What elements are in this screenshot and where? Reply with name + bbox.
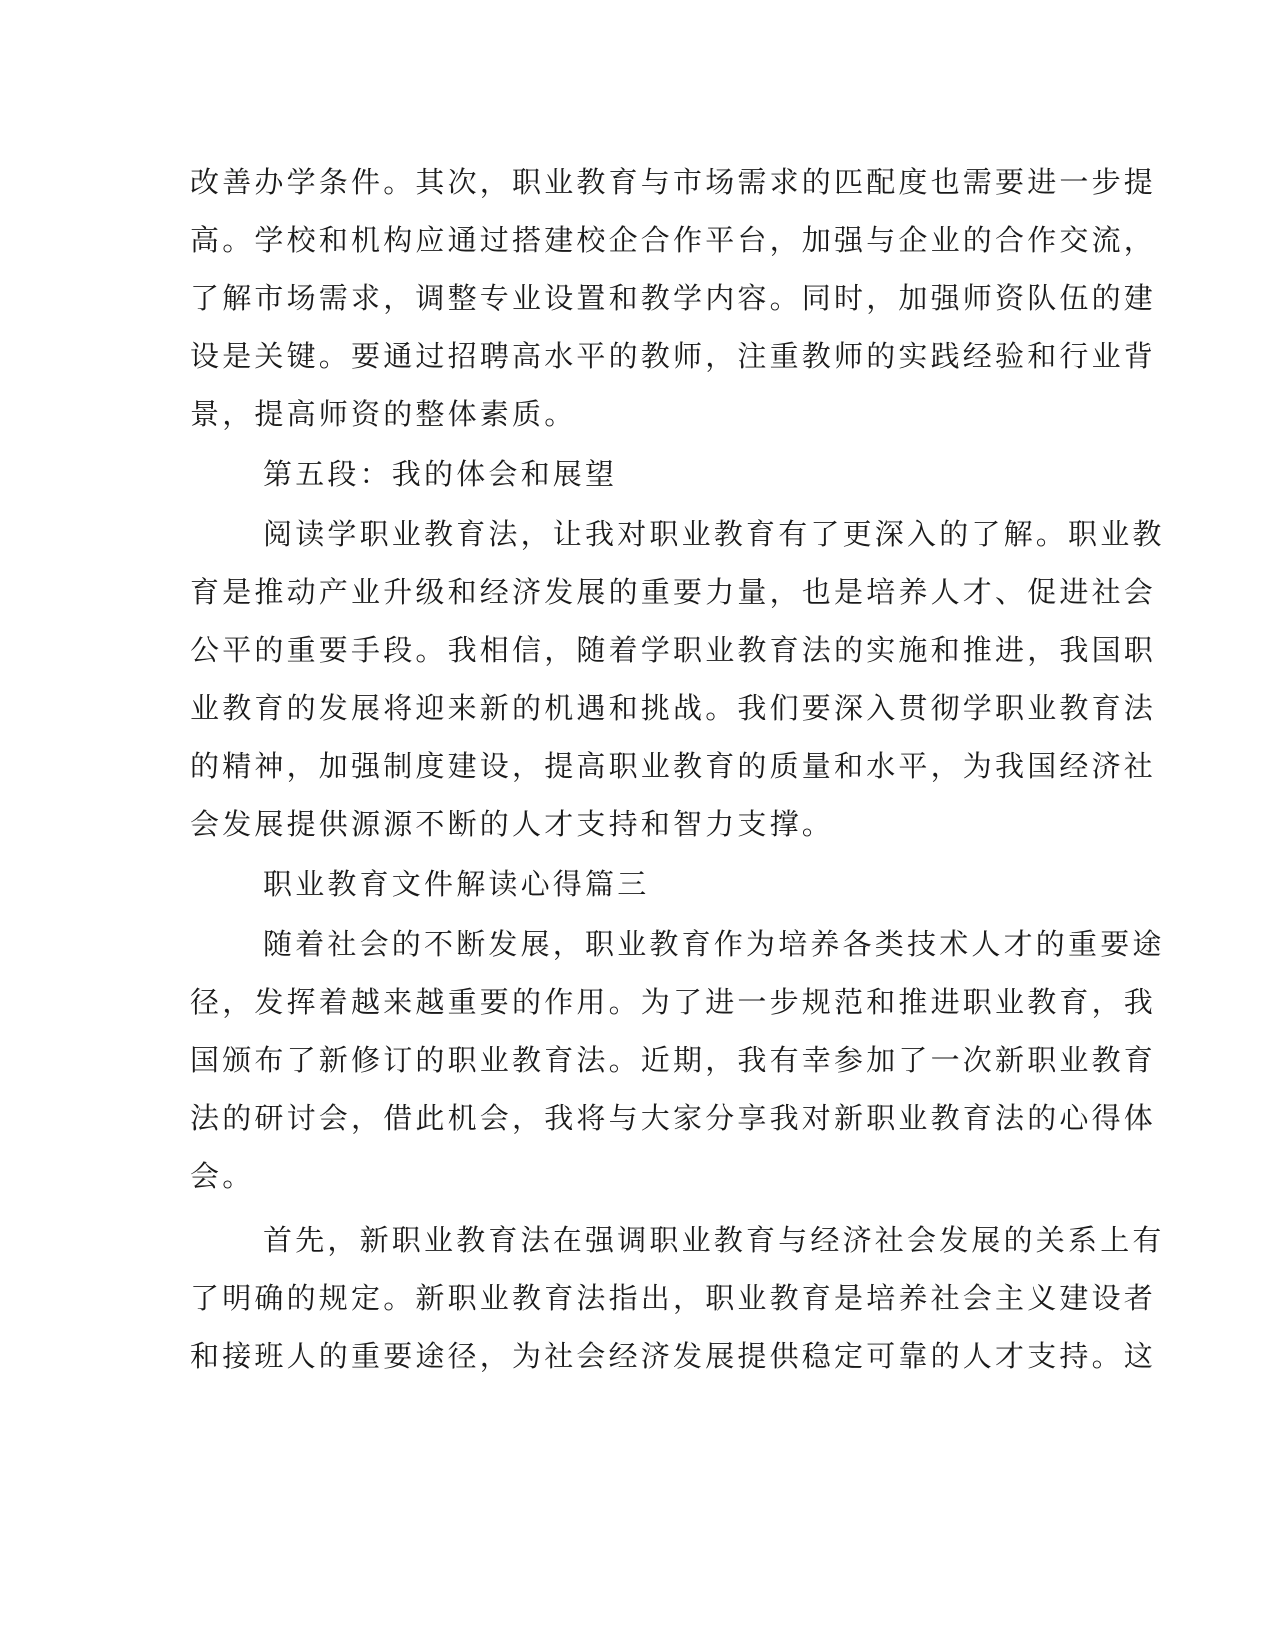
text-line: 设是关键。要通过招聘高水平的教师，注重教师的实践经验和行业背: [190, 339, 1157, 373]
text-line: 改善办学条件。其次，职业教育与市场需求的匹配度也需要进一步提: [190, 165, 1157, 199]
text-line: 公平的重要手段。我相信，随着学职业教育法的实施和推进，我国职: [190, 633, 1157, 667]
text-line: 育是推动产业升级和经济发展的重要力量，也是培养人才、促进社会: [190, 575, 1157, 609]
paragraph-first-line: 阅读学职业教育法，让我对职业教育有了更深入的了解。职业教: [263, 517, 1165, 551]
text-line: 法的研讨会，借此机会，我将与大家分享我对新职业教育法的心得体: [190, 1101, 1157, 1135]
section-heading: 第五段：我的体会和展望: [263, 457, 618, 491]
text-line: 和接班人的重要途径，为社会经济发展提供稳定可靠的人才支持。这: [190, 1339, 1157, 1373]
text-line: 径，发挥着越来越重要的作用。为了进一步规范和推进职业教育，我: [190, 985, 1157, 1019]
text-line: 业教育的发展将迎来新的机遇和挑战。我们要深入贯彻学职业教育法: [190, 691, 1157, 725]
paragraph-first-line: 随着社会的不断发展，职业教育作为培养各类技术人才的重要途: [263, 927, 1165, 961]
text-line: 景，提高师资的整体素质。: [190, 397, 577, 431]
paragraph-first-line: 首先，新职业教育法在强调职业教育与经济社会发展的关系上有: [263, 1223, 1165, 1257]
text-line: 会。: [190, 1159, 255, 1193]
text-line: 了解市场需求，调整专业设置和教学内容。同时，加强师资队伍的建: [190, 281, 1157, 315]
text-line: 高。学校和机构应通过搭建校企合作平台，加强与企业的合作交流，: [190, 223, 1157, 257]
text-line: 会发展提供源源不断的人才支持和智力支撑。: [190, 807, 835, 841]
section-heading: 职业教育文件解读心得篇三: [263, 867, 650, 901]
text-line: 国颁布了新修订的职业教育法。近期，我有幸参加了一次新职业教育: [190, 1043, 1157, 1077]
text-line: 了明确的规定。新职业教育法指出，职业教育是培养社会主义建设者: [190, 1281, 1157, 1315]
text-line: 的精神，加强制度建设，提高职业教育的质量和水平，为我国经济社: [190, 749, 1157, 783]
